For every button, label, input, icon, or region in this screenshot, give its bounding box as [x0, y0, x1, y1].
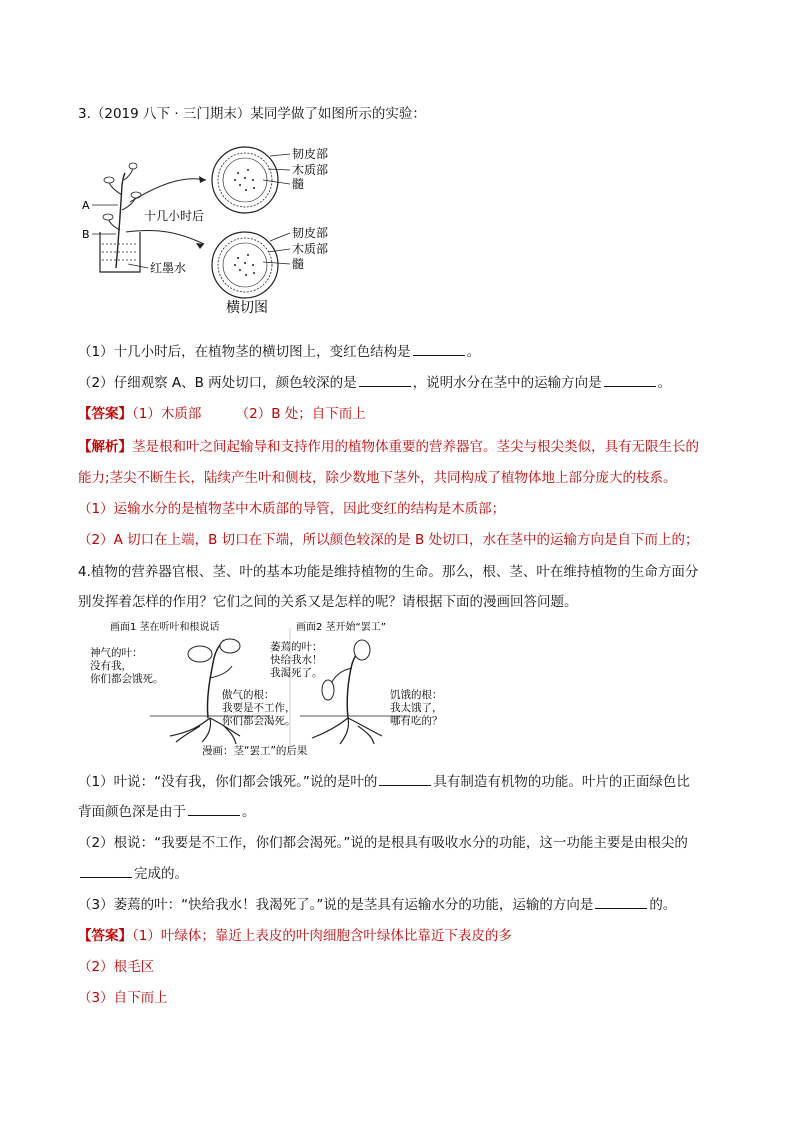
q3-sub2-end: 。: [657, 375, 672, 391]
q3-title: 3.（2019 八下 · 三门期末）某同学做了如图所示的实验：: [78, 106, 426, 122]
leaf1-line1: 神气的叶：: [90, 647, 143, 659]
figure-caption: 横切图: [226, 300, 268, 316]
q4-answer-line2: （2）根毛区: [78, 959, 155, 975]
comic-title-2: 画面2 茎开始“罢工”: [296, 622, 386, 633]
analysis-text: 茎是根和叶之间起输导和支持作用的植物体重要的营养器官。茎尖与根尖类似，具有无限生长的: [132, 439, 699, 455]
root1-line1: 傲气的根：: [222, 689, 275, 701]
root2-line2: 我太饿了，: [390, 702, 443, 714]
q4-stem-line1: 4.植物的营养器官根、茎、叶的基本功能是维持植物的生命。那么，根、茎、叶在维持植物的生命方面分: [78, 564, 699, 580]
q3-analysis-p1: （1）运输水分的是植物茎中木质部的导管，因此变红的结构是木质部；: [78, 501, 506, 517]
analysis-tag: 【解析】: [78, 439, 132, 455]
answer-blank: [595, 895, 647, 909]
q4-sub3: [78, 895, 734, 915]
q3-sub2-mid: ，说明水分在茎中的运输方向是: [412, 375, 602, 391]
q3-analysis-line1: [78, 437, 734, 457]
label-xylem-bottom: 木质部: [292, 242, 329, 256]
root1-line3: 你们都会渴死。: [222, 715, 296, 727]
q4-sub3-end: 的。: [649, 897, 677, 913]
comic-title-1: 画面1 茎在听叶和根说话: [110, 622, 220, 633]
q4-sub1-line2: [78, 802, 734, 822]
q3-sub1-end: 。: [466, 344, 481, 360]
q3-sub1: [78, 342, 734, 362]
leaf1-line2: 没有我，: [90, 660, 132, 672]
answer-text: （1）叶绿体；靠近上表皮的叶肉细胞含叶绿体比靠近下表皮的多: [132, 928, 512, 944]
q4-sub1-line1: [78, 772, 734, 792]
leaf2-line1: 萎蔫的叶：: [270, 641, 323, 653]
label-a: A: [82, 199, 90, 212]
answer-text: （1）木质部 （2）B 处；自下而上: [132, 406, 366, 422]
answer-blank: [359, 373, 411, 387]
label-b: B: [82, 228, 90, 241]
q4-sub3-text: （3）萎蔫的叶：“快给我水！我渴死了。”说的是茎具有运输水分的功能，运输的方向是: [78, 897, 594, 913]
label-xylem-top: 木质部: [292, 163, 329, 177]
stem-experiment-illustration: [78, 140, 358, 320]
leaf1-line3: 你们都会饿死。: [90, 673, 164, 685]
q4-sub2-line1: （2）根说：“我要是不工作，你们都会渴死。”说的是根具有吸收水分的功能，这一功能主要是由根尖的: [78, 835, 688, 851]
label-phloem-bottom: 韧皮部: [292, 226, 329, 240]
q3-analysis-line2: 能力;茎尖不断生长，陆续产生叶和侧枝，除少数地下茎外，共同构成了植物体地上部分庞大的枝系。: [78, 470, 677, 486]
label-ink: 红墨水: [150, 261, 187, 275]
q4-answer-line1: [78, 926, 734, 946]
root2-line3: 哪有吃的？: [390, 715, 443, 727]
answer-blank: [604, 373, 656, 387]
label-pith-top: 髓: [292, 177, 305, 191]
answer-blank: [379, 772, 431, 786]
q4-comic: [90, 618, 450, 758]
q3-sub2: [78, 373, 734, 393]
answer-blank: [188, 802, 240, 816]
answer-tag: 【答案】: [78, 928, 132, 944]
label-time: 十几小时后: [144, 209, 205, 223]
answer-tag: 【答案】: [78, 406, 132, 422]
answer-blank: [413, 342, 465, 356]
q4-sub2-line2: [78, 864, 734, 884]
root1-line2: 我要是不工作，: [222, 702, 296, 714]
q4-sub1-end: 。: [242, 804, 256, 820]
q4-answer-line3: （3）自下而上: [78, 990, 168, 1006]
q4-sub1-text: （1）叶说：“没有我，你们都会饿死。”说的是叶的: [78, 774, 378, 790]
q4-stem-line2: 别发挥着怎样的作用？它们之间的关系又是怎样的呢？请根据下面的漫画回答问题。: [78, 594, 578, 610]
q4-sub1-mid: 具有制造有机物的功能。叶片的正面绿色比: [433, 774, 690, 790]
comic-caption: 漫画：茎“罢工”的后果: [202, 745, 308, 757]
root2-line1: 饥饿的根：: [390, 689, 443, 701]
q3-sub1-text: （1）十几小时后，在植物茎的横切图上，变红色结构是: [78, 344, 411, 360]
label-pith-bottom: 髓: [292, 257, 305, 271]
leaf2-line3: 我渴死了。: [270, 667, 323, 679]
q3-figure: [78, 140, 358, 320]
q4-sub2-end: 完成的。: [134, 866, 188, 882]
leaf2-line2: 快给我水！: [270, 654, 323, 666]
q4-sub1-text2: 背面颜色深是由于: [78, 804, 186, 820]
answer-blank: [80, 864, 132, 878]
label-phloem-top: 韧皮部: [292, 147, 329, 161]
q3-analysis-p2: （2）A 切口在上端，B 切口在下端，所以颜色较深的是 B 处切口，水在茎中的运输方向是自下而上的；: [78, 532, 699, 548]
q3-answer: [78, 404, 734, 424]
comic-illustration: [90, 618, 450, 758]
q3-sub2-text: （2）仔细观察 A、B 两处切口，颜色较深的是: [78, 375, 357, 391]
